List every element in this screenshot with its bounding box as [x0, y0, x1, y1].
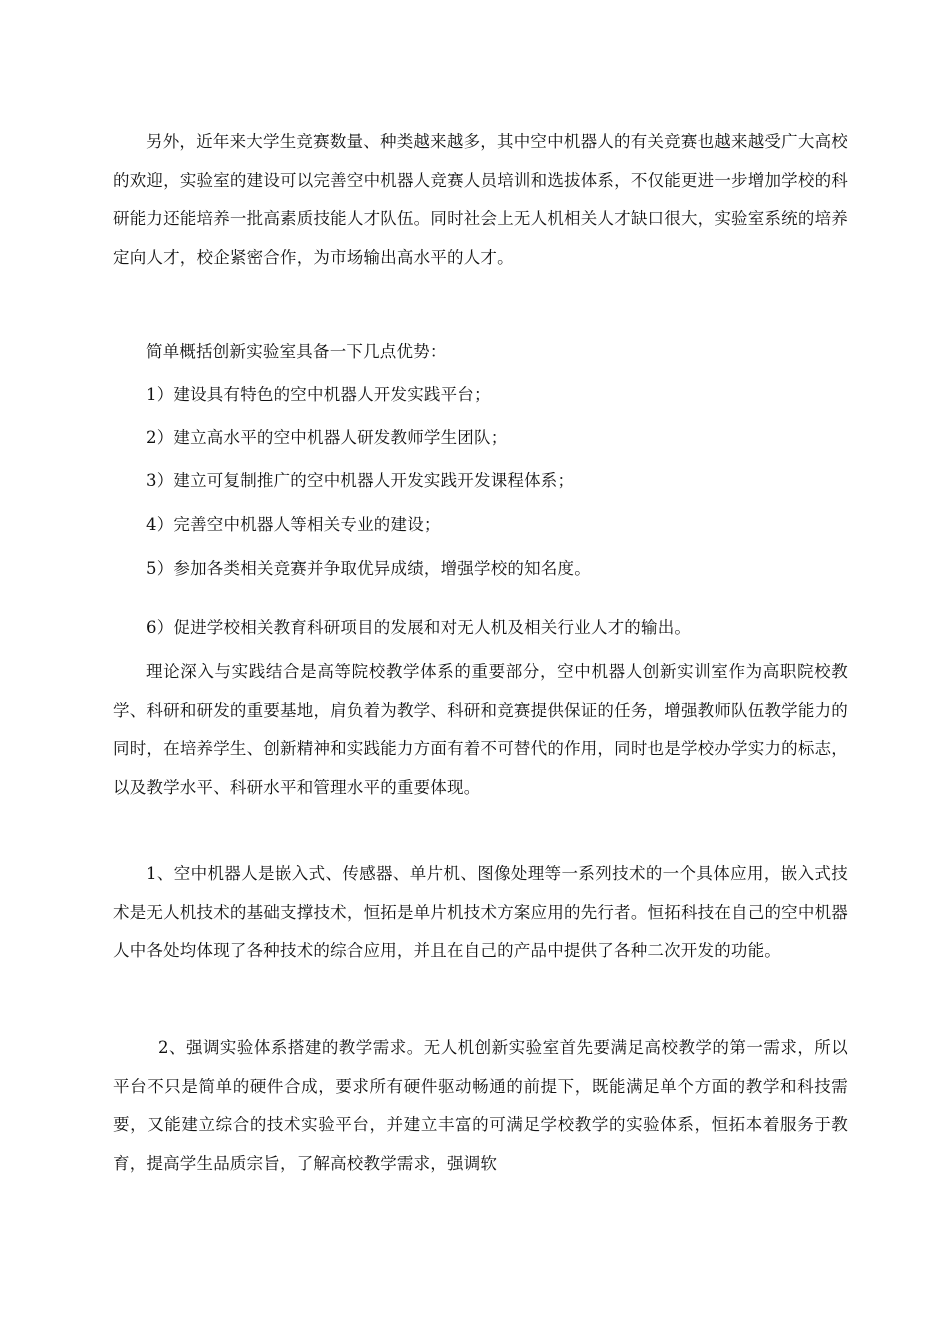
paragraph-theory-practice: 理论深入与实践结合是高等院校教学体系的重要部分，空中机器人创新实训室作为高职院校教学、科研和研发的重要基地，肩负着为教学、科研和竞赛提供保证的任务，增强教师队伍教学能力的同时，在培养学生、创新精神和实践能力方面有着不可替代的作用，同时也是学校办学实力的标志，以及教学水平、科研水平和管理水平的重要体现。 — [113, 662, 848, 797]
advantage-item-1: 1）建设具有特色的空中机器人开发实践平台； — [146, 385, 491, 404]
advantage-item-2: 2）建立高水平的空中机器人研发教师学生团队； — [146, 428, 508, 447]
paragraph-point-1: 1、空中机器人是嵌入式、传感器、单片机、图像处理等一系列技术的一个具体应用，嵌入式技术是无人机技术的基础支撑技术，恒拓是单片机技术方案应用的先行者。恒拓科技在自己的空中机器人中各处均体现了各种技术的综合应用，并且在自己的产品中提供了各种二次开发的功能。 — [113, 864, 848, 960]
advantage-item-4: 4）完善空中机器人等相关专业的建设； — [146, 515, 441, 534]
advantage-item-3: 3）建立可复制推广的空中机器人开发实践开发课程体系； — [146, 471, 575, 490]
paragraph-point-2: 2、强调实验体系搭建的教学需求。无人机创新实验室首先要满足高校教学的第一需求，所以平台不只是简单的硬件合成，要求所有硬件驱动畅通的前提下，既能满足单个方面的教学和科技需要，又能建立综合的技术实验平台，并建立丰富的可满足学校教学的实验体系，恒拓本着服务于教育，提高学生品质宗旨，了解高校教学需求，强调软 — [113, 1038, 848, 1173]
paragraph-competitions: 另外，近年来大学生竞赛数量、种类越来越多，其中空中机器人的有关竞赛也越来越受广大高校的欢迎，实验室的建设可以完善空中机器人竞赛人员培训和选拔体系，不仅能更进一步增加学校的科研能力还能培养一批高素质技能人才队伍。同时社会上无人机相关人才缺口很大，实验室系统的培养定向人才，校企紧密合作，为市场输出高水平的人才。 — [113, 132, 848, 267]
advantage-item-5: 5）参加各类相关竞赛并争取优异成绩，增强学校的知名度。 — [146, 559, 591, 578]
advantage-item-6: 6）促进学校相关教育科研项目的发展和对无人机及相关行业人才的输出。 — [146, 618, 692, 637]
summary-intro: 简单概括创新实验室具备一下几点优势： — [146, 342, 447, 361]
